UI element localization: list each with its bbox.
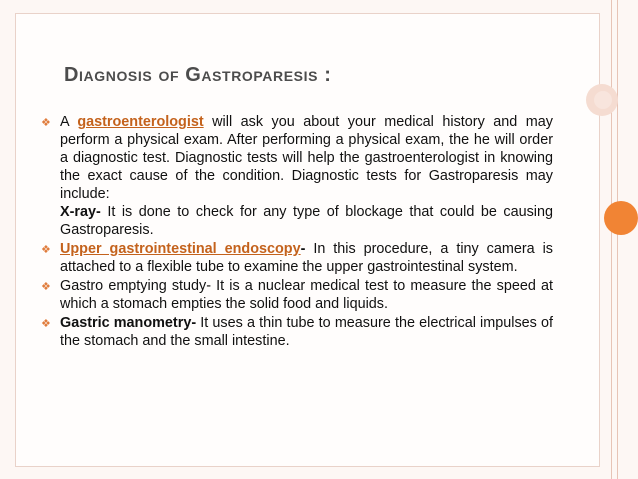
endoscopy-link[interactable]: Upper gastrointestinal endoscopy [60,241,301,257]
decorative-line [617,0,618,479]
bullet-list [41,113,553,351]
bullet-diamond-icon: ❖ [41,281,51,293]
bullet-text: Gastro emptying study- It is a nuclear medical test to measure the speed at which a stomach empties the solid food and liquids. [60,278,553,312]
bullet-diamond-icon: ❖ [41,117,51,129]
bullet-diamond-icon: ❖ [41,244,51,256]
accent-circle [604,201,638,235]
xray-text: It is done to check for any type of blockage that could be causing Gastroparesis. [60,204,553,238]
slide-title: Diagnosis of Gastroparesis : [64,64,332,86]
manometry-label: Gastric manometry- [60,315,197,331]
label-suffix: - [300,241,306,257]
bullet-text: A [60,114,78,130]
gastroenterologist-link[interactable]: gastroenterologist [77,114,204,130]
decorative-line [611,0,612,479]
bullet-item [41,113,553,239]
bullet-diamond-icon: ❖ [41,318,51,330]
xray-label: X-ray- [60,204,101,220]
bullet-item [41,240,553,276]
bullet-text: In this procedure, a tiny camera is attached to a flexible tube to examine the upper gastrointestinal system. [60,241,553,275]
decorative-circle [594,91,612,109]
bullet-item [41,314,553,350]
bullet-item [41,277,553,313]
bullet-text: will ask you about your medical history and may perform a physical exam. After performing a physical exam, the he will order a diagnostic test. Diagnostic tests will help the gastroenterologist in knowing the exact cause of the condition. Diagnostic tests for Gastroparesis may include: [60,114,553,202]
bullet-text: It uses a thin tube to measure the electrical impulses of the stomach and the small intestine. [60,315,553,349]
